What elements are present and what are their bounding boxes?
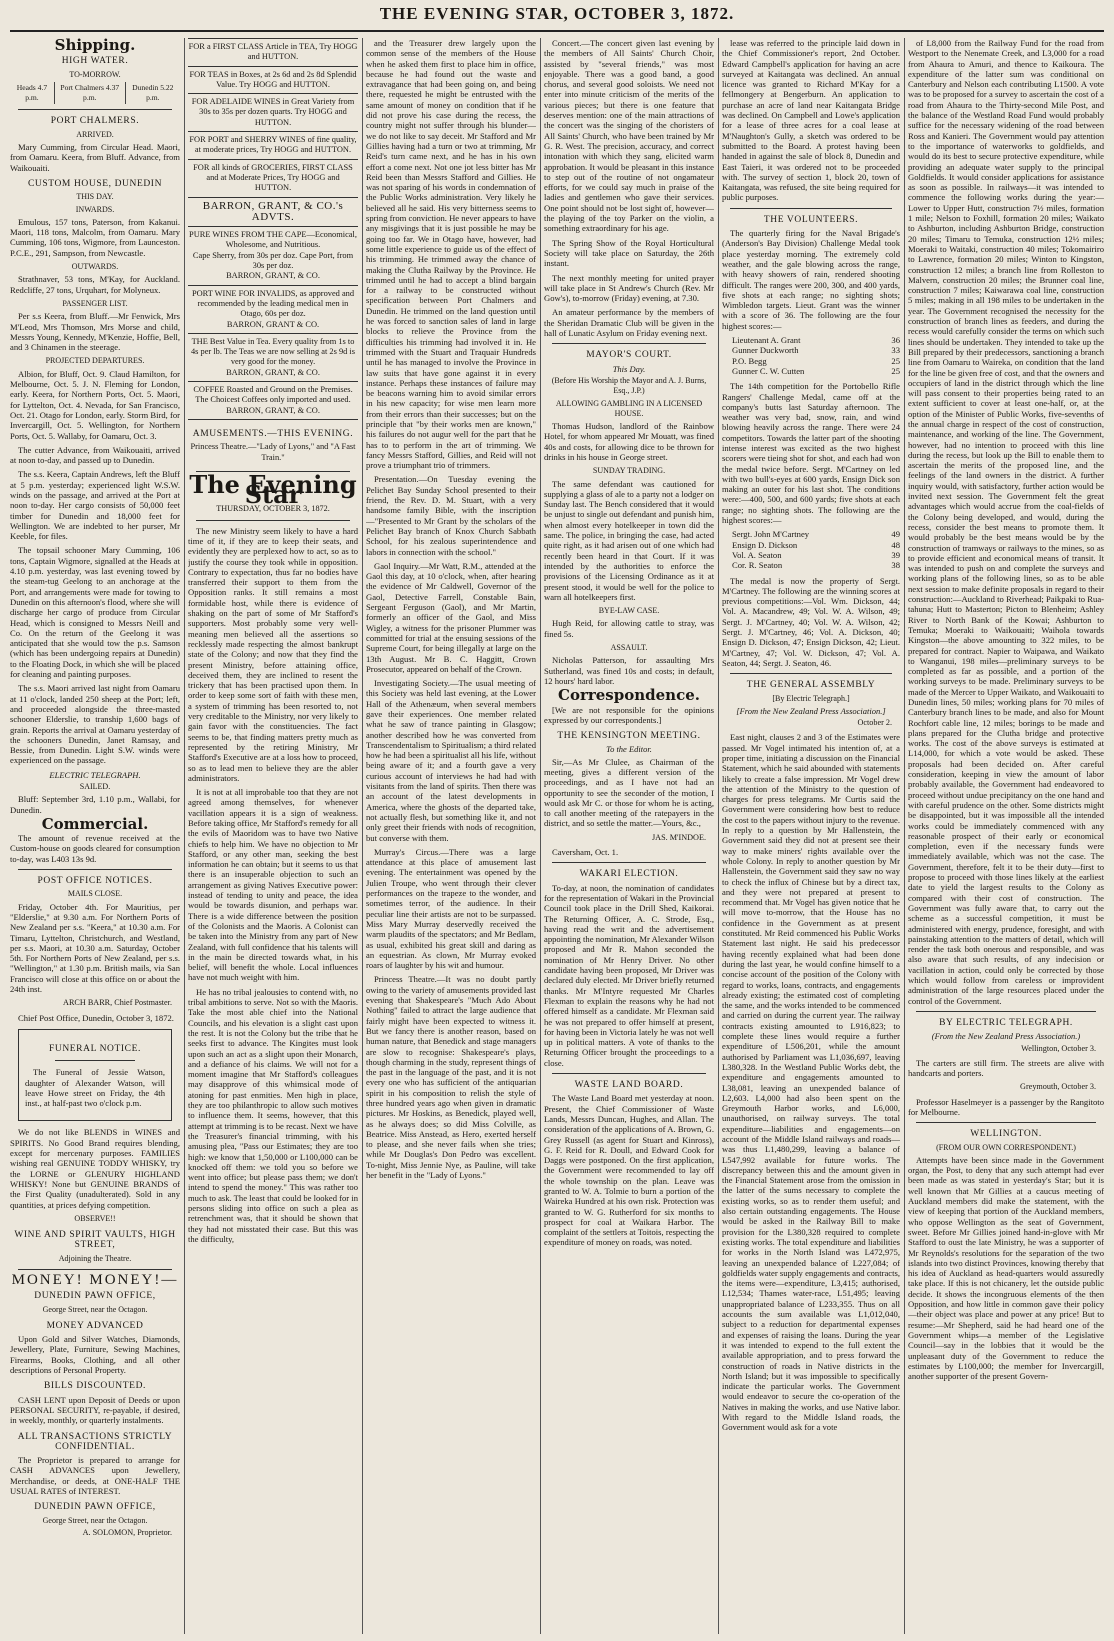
this-day-label: THIS DAY.: [76, 192, 114, 202]
assembly-date: October 2.: [857, 718, 892, 728]
outwards-text: Strathnaver, 53 tons, M'Kay, for Auckland. Redcliffe, 27 tons, Urquhart, for Molyneux.: [10, 274, 180, 295]
custom-house-heading: CUSTOM HOUSE, DUNEDIN: [27, 178, 163, 189]
arrived-text: Mary Cumming, from Circular Head. Maori, from Oamaru. Keera, from Bluff. Advance, from Waikouaiti.: [10, 142, 180, 173]
post-date: Chief Post Office, Dunedin, October 3, 1872.: [18, 1012, 174, 1023]
divider: [552, 862, 706, 863]
shipping-paragraph: The s.s. Keera, Captain Andrews, left the Bluff at 5 p.m. yesterday; experienced light W.S.W. winds on the passage, and arrived at the Port at noon to-day. Her cargo consists of 50,000 feet timber for Dunedin and 18,000 feet for Wellington. We are indebted to her purser, Mr Keeble, for files.: [10, 469, 180, 542]
electric-telegraph-heading: ELECTRIC TELEGRAPH.: [49, 769, 141, 780]
confidential-heading: ALL TRANSACTIONS STRICTLY CONFIDENTIAL.: [17, 1431, 173, 1452]
kensington-signature: JAS. M'INDOE.: [651, 832, 706, 842]
passenger-list-label: PASSENGER LIST.: [62, 298, 128, 308]
column-6: [908, 38, 1104, 1634]
pawn-signature: A. SOLOMON, Proprietor.: [82, 1527, 172, 1537]
groceries-advert: FOR all kinds of GROCERIES, FIRST CLASS and at Moderate Prices, Try HOGG and HUTTON.: [188, 159, 358, 197]
money-advanced-heading: MONEY ADVANCED: [46, 1320, 144, 1331]
waste-land-heading: WASTE LAND BOARD.: [574, 1080, 684, 1091]
column-1: [10, 38, 180, 1634]
column-divider: [362, 38, 363, 1634]
correspondence-note: [We are not responsible for the opinions expressed by our correspondents.]: [544, 704, 714, 725]
gaol-inquiry-item: Gaol Inquiry.—Mr Watt, R.M., attended at the Gaol this day, at 10 o'clock, when, after hearing the evidence of Mr Caldwell, Governor of the Gaol, Detective Farrell, Constable Bain, Sergeant Ferguson (Gaol), and Mr Martin, formerly an officer of the Gaol, and Miss Wigley, a witness for the prisoner Plummer was committed for trial at the ensuing sessions of the Supreme Court, for being illegally at large on the 13th August. Mr B. C. Haggitt, Crown Prosecutor, appeared on behalf of the Crown.: [366, 560, 536, 674]
barron-signature: BARRON, GRANT, & CO.: [226, 271, 320, 281]
assembly-text: East night, clauses 2 and 3 of the Estimates were passed. Mr Vogel intimated his intention of, at a proper time, initiating a discussion on the Financial Statement, which he said abounded with statements likely to create a false impression. Mr Vogel drew the attention of the Ministry to the question of charges for press telegrams. Mr Curtis said the Government were considering how best to reduce the cost to the papers without injury to the revenue. In reply to a question by Mr Hallenstein, the Government said they did not at present see their way to make miners' rights available over the whole Colony. In reply to another question by Mr Hallenstein, the Government said they saw no way to check the influx of Chinese but by a direct tax, and they were not prepared at present to recommend that. Mr Vogel has given notice that he will move to-morrow, that the House has no confidence in the Government as at present constituted. Mr Reid commenced his Public Works Statement last night. He said his predecessor having recently explained what had been done during the last year, he would confine himself to a concise account of the position of the Colony with regard to works, loans, contracts, and engagements already existing; the estimated cost of completing the same, and the works intended to be commenced and carried on during the current year. The railway contracts existing amounted to L916,823; to complete these lines would require a further expenditure of L506,201, while the amount authorised by Parliament was L1,036,697, leaving L380,328. In the Westland Public Works debt, the expenditure and engagements amounted to L38,081, leaving an unexpended balance of L2,603. L4,000 had also been spent on the Greymouth Harbor works, and L6,000, unauthorised, on railway surveys. The total expenditure—liabilities and engagements—on account of the Middle Island railways and roads—was thus L1,480,299, leaving a balance of L547,992 available for future works. The discrepancy between this and the amount given in the Financial Statement arose from the omission in the latter of the sums necessary to complete the existing works, so as to render them useful; and also certain outstanding engagements. The House would be asked in the Railway Bill to make provision for the L380,328 required to complete existing works. The total expenditure and liabilities for works in the North Island was L472,975, leaving an unexpended balance of L227,084; of goldfields water supply engagements and contracts, the items were—expenditure, L3,415; authorised, L12,534; Thames water-race, L51,495; leaving unappropriated balance of L233,355. Thus on all accounts the sum available was L1,012,040, subject to a reduction for departmental expenses and expenses of raising the loans. During the year it was intended to expend to the full extent the available appropriation, and to press forward the construction of roads in Native districts in the North Island; but it was impossible to specifically indicate the particular works. The Government would endeavor to secure the co-operation of the Natives in making the works, and use Native labor. With regard to the Middle Island roads, the Government would ask for a vote: [722, 732, 900, 1433]
volunteers-text: The quarterly firing for the Naval Brigade's (Anderson's Bay Division) Challenge Medal took place yesterday morning. The extremely cold weather, and the gale blowing across the range, with heavy showers of rain, rendered shooting difficult. The ranges were 200, 300, and 400 yards, five shots at each range; no sighting shots; Wimbledon targets. Lieut. Grant was the winner with a score of 36. The following are the four highest scores:—: [722, 228, 900, 331]
carters-text: The carters are still firm. The streets are alive with handcarts and porters.: [908, 1057, 1104, 1079]
score-row: Gunner Duckworth 33: [732, 345, 900, 356]
princess-theatre-item: Princess Theatre.—It was no doubt partly owing to the variety of amusements provided last evening that Shakespeare's "Much Ado About Nothing" failed to attract the large audience that fairly might have been expected to witness it. But we fancy there is another reason, based on human nature, that Benedick and stage managers are slow to recognise: Shakespeare's plays, though charming in the study, represent things of the past in the language of the past, and it is not every one who has sufficient of the antiquarian spirit in his composition to relish the style of three hundred years ago when given in dramatic pictures. Mr Hoskins, as Benedick, played well, as he always does; so did Miss Colville, as Beatrice. Miss Anstead, as Hero, exerted herself to please, and she never fails when she tries; while Mr Douglas's Don Pedro was excellent. To-night, Miss Jennie Nye, as Pauline, will take her benefit in the "Lady of Lyons.": [366, 974, 536, 1181]
post-signature: ARCH BARR, Chief Postmaster.: [63, 998, 172, 1008]
volunteers-heading: THE VOLUNTEERS.: [763, 214, 859, 225]
column-5: [722, 38, 900, 1634]
amusements-section: [188, 419, 358, 466]
evening-star-title: The Evening Star: [189, 469, 357, 510]
this-day-label: This Day.: [612, 363, 646, 374]
divider: [18, 1269, 172, 1270]
editorial-paragraph: It is not at all improbable too that they are not agreed among themselves, for whenever vacillation appears it is a sign of weakness. Before taking office, Mr Stafford's remedy for all the evils of Maoridom was to have two Native chiefs to help him. We have no objection to Mr Stafford, or any other man, seeking the best information he can obtain; but it seems to us that there is an insuperable objection to such an arrangement as giving Natives Executive power: instead of tending to unity and peace, the idea would be towards disunion, and perhaps war. There is a wide difference between the position of the Colonists and the Maoris. A Colonist can be taken into the Ministry from any part of New Zealand, with full confidence that his talents will in the main be directed towards what, in his belief, will benefit the whole. Local influences have not much weight with him.: [188, 787, 358, 983]
haselmeyer-text: Professor Haselmeyer is a passenger by the Rangitoto for Melbourne.: [908, 1096, 1104, 1117]
score-row: Vol. A. Seaton 39: [732, 549, 900, 560]
waste-land-continued: lease was referred to the principle laid down in the Chief Commissioner's report, 2nd October. Edward Campbell's application for having an acre surveyed at Kaitangata was declined. An annual licence was granted to Richard M'Kay for a fellmongery at Bengerburn. An application to purchase an acre of land near Kaitangata Bridge was declined. On Campbell and Lowe's application for a lease of three acres for a coal lease at M'Naughton's Gully, a sketch was ordered to be submitted to the Board. A protest having been handed in against the sale of block 8, Dunedin and East Taieri, it was ordered not to be proceeded with. The survey of section 1, block 20, town of Kaitangata, was refused, the site being required for public purposes.: [722, 38, 900, 203]
editorial-continued: and the Treasurer drew largely upon the common sense of the members of the House when he asked them first to place him in office, because he had found out the waste and extravagance that had been going on, and being there, requested he might be entrusted with the same amount of money on condition that if he did not prove his case during the recess, the country might not suffer through his blunder—we do not like to say deceit. Mr Stafford and Mr Gillies having had a turn or two at trimming, Mr Reid's turn came next, and he has in his own effort a come next. Not one jot less bitter has Mr Reid been than Messrs Stafford and Gillies. He was not sparing of his words in condemnation of the Public Works administration. Very likely he believed all he said. His very bitterness seems to spring from conviction. He never appears to have any misgivings that it is just possible he may be going too far. We in Otago have, however, had some little experience to guide us of the effect of his trimming. He trimmed away the chance of making the Clutha Railway by the Province. He trimmed until he had to accept a blind bargain for a railway to be constructed without specification between Port Chalmers and Dunedin. He trimmed on the land question until he was forced to sanction sales of land in large blocks to relieve the Province from the difficulties his trimming had involved it in. He trimmed with the Stuart and Traquair Hundreds until he has managed to involve the Province in law suits that have gone against it in every instance. Perhaps these instances of failure may be beacons warning him to avoid similar errors in his new capacity; for wise men learn more from their errors than their successes; but on the principle that "by their works men are known," his failures do not augur well for the part that he has to to perform in the art of trimming. We fancy Messrs Stafford, Gillies, and Reid will not prove a triumphant trio of trimmers.: [366, 38, 536, 471]
pure-wines-text: PURE WINES FROM THE CAPE—Economical, Wholesome, and Nutritious.: [189, 230, 357, 250]
wellington-heading: WELLINGTON.: [970, 1129, 1042, 1140]
gambling-text: Thomas Hudson, landlord of the Rainbow Hotel, for whom appeared Mr Mouatt, was fined 40s and costs, for allowing dice to be thrown for drinks in his house in George street.: [544, 421, 714, 462]
bylaw-text: Hugh Reid, for allowing cattle to stray, was fined 5s.: [544, 618, 714, 639]
spring-show-item: The Spring Show of the Royal Horticultural Society will take place on Saturday, the 26th instant.: [544, 237, 714, 269]
concert-item: Concert.—The concert given last evening by the members of All Saints' Church Choir, assisted by "several friends," was most enjoyable. There was a good band, a good chorus, and several good soloists. We need not enter into minute criticism of the merits of the various pieces; but there is one feature that deserves mention: one of the main attractions of the concert was the singing of the choristers of All Saints' Church, who have been trained by Mr G. R. West. The precision, accuracy, and correct intonation with which they sang, elicited warm approbation. It would be pleasant in this instance to step out of the routine of not ongamateur efforts, for we could say much in praise of the ladies and gentlemen who gave their services. One point should not be lost sight of, however—the playing of the toy Parker on the violin, a something extraordinary for his age.: [544, 38, 714, 234]
divider: [18, 109, 172, 110]
correspondence-heading: Correspondence.: [558, 686, 700, 705]
commercial-heading: Commercial.: [41, 814, 149, 833]
wakari-heading: WAKARI ELECTION.: [579, 869, 679, 880]
pawn-address: George Street, near the Octagon.: [42, 1304, 148, 1314]
bylaw-heading: BYE-LAW CASE.: [598, 606, 660, 616]
press-association-label: (From the New Zealand Press Association.): [931, 1031, 1081, 1042]
best-tea-advert: [188, 333, 358, 381]
column-3: [366, 38, 536, 1634]
mayors-court-heading: MAYOR'S COURT.: [586, 350, 672, 361]
investigating-society-item: Investigating Society.—The usual meeting of this Society was held last evening, at the Lower Hall of the Athenæum, when several members gave their experiences. One member related what he saw of trance painting in Glasgow; another described how he was converted from Transcendentalism to Spiritualism; a third related how he had been a spiritualist all his life, without being aware of it; and a fourth gave a very curious account of interviews he had had with visitants from the land of spirits. Then there was an account of the latest developments in America, where the ghosts of the departed take, not actually flesh, but something like it, and not only greet their friends with nods of recognition, but converse with them.: [366, 678, 536, 843]
teas-boxes-advert: FOR TEAS in Boxes, at 2s 6d and 2s 8d Splendid Value. Try HOGG and HUTTON.: [188, 66, 358, 94]
assembly-continued: of L8,000 from the Railway Fund for the road from Westport to the Nenemate Creek, and L3,000 for a road from Ahaura to Amuri, and thence to Kaikoura. The expenditure of the latter sum was conditional on Canterbury and Nelson each contributing L1500. A vote was to be proposed for a survey to ascertain the cost of a road from Ahaura to the Thirty-second Mile Post, and the balance of the Westland Road Fund would probably suffice for the necessary widening of the road between Ross and Kanieri. The Government would pay attention to the importance of waterworks to goldfields, and would do its best to secure protective expenditure, while providing an adequate water supply to the principal Goldfields. It would consider applications for assistance as soon as possible. In railways—it was intended to commence the following works during the year:—Lower to Upper Hutt, construction 7½ miles, formation 1 mile; Nelson to Foxhill, formation 20 miles; Waikato to Ashburton, including Ashburton Bridge, construction 20 miles; Timaru to Temuka, construction 12½ miles; Moeraki to Waitaki, construction 40 miles; Tokomairiro to Lawrence, formation 20 miles; Winton to Kingston, construction 12 miles; a branch line from Rolleston to Malvern, construction 20 miles; the Brunner coal line, construction 7 miles; Kaiwarawa coal line, construction 5 miles; making in all 198 miles to be undertaken in the year. The Government recognised the necessity for the construction of branch lines as feeders, and during the recess would carefully consider the terms on which such lines should be undertaken. They intended to take up the Bill prepared by their predecessors, sanctioning a branch line from Oamaru to Waireka, on condition that the land for the line be given free of cost, and that the owners and occupiers of land in the district through which the line will pass consent to their properties being rated to an extent sufficient to cover at least one-half, or, at the option of the Minister of Public Works, five-sevenths of the annual charge in respect of the cost of construction, maintenance, and working of the line. The Government, however, had no intention to proceed with this line during the recess, but look up the Bill to enable them to ascertain the merits of the proposed line, and the feelings of the land owners in the district. A further inquiry would, with satisfactory, further action would be invited next session. The Government felt the great advantages which would accrue from the coal-fields of the Colony being developed, and would, during the recess, consider the best means to promote them. It would probably be the best means would be by the construction of tramways or railways to the mines, so as to provide efficient and economical means of transit. It was intended to push on and complete the surveys and working plans of the following lines, so as to be able next session to make definite proposals in regard to their construction:—Auckland to Riverhead; Paikpaki to Rua-tahuna; Hutt to Masterton; Picton to Blenheim; Ashley River to North Bank of the Kowai; Ashburton to Temuka; Moeraki to Waikouaiti; Waihola towards Kingston—the above amounting to 322 miles, to be prepared for contract. Napier to Waipawa, and Waikato to Wanganui, 198 miles—preliminary surveys to be completed as far as possible, and a portion of the working surveys to be made. Preliminary surveys to be made of the Mercer to Upper Waikato, and Waikouaiti to Dunedin lines, 50 miles; working plans for 70 miles of Canterbury branch lines to be made, and also for Mount Rochfort cable line, 12 miles; borings to be made and plans prepared for the Clutha bridge and protective works. The cost of the above surveys is estimated at L14,000, for which a vote would be asked. These proposals had been decided on. After careful consideration, keeping in view the amount of labor probably available, the Government had endeavored to proceed without undue precipitancy on the one hand and with careful prudence on the other. Some districts might be disappointed, but it was impossible all the intended works could be immediately commenced with any reasonable prospect of their early or economical completion, even if the necessary funds were immediately available, which was not the case. The Government, therefore, felt it to be their duty—first to propose to proceed with those lines likely at the earliest date to yield the largest results to the Colony as compared with their cost of construction. The Government was fully aware that, to carry out the scheme as a successful competition, it must be administered with energy, prudence, foresight, and with painstaking attention to the matters of detail, which will render the task both onerous and responsible, and was also aware that such results, of any indecision or vacillation in action, could only be corrected by those which would follow from careless or improvident administration of the large resources placed under the control of the Government.: [908, 38, 1104, 1006]
princess-theatre-text: Princess Theatre.—"Lady of Lyons," and "A Fast Train.": [190, 442, 356, 462]
tomorrow-label: TO-MORROW.: [69, 69, 121, 79]
coffee-text: COFFEE Roasted and Ground on the Premises. The Choicest Coffees only imported and used.: [193, 385, 353, 405]
score-row: Lieutenant A. Grant 36: [732, 335, 900, 346]
projected-text: Albion, for Bluff, Oct. 9. Claud Hamilton, for Melbourne, Oct. 5. J. N. Fleming for London, early. Keera, for Northern Ports, Oct. 5. Maori, for Lyttelton, Oct. 4. Nevada, for San Francisco, Oct. 21. Otago for London, early. Storm Bird, for Invercargill, Oct. 5. Wellington, for Northern Ports, Oct. 5. Wallaby, for Oamaru, Oct. 3.: [10, 368, 180, 441]
port-sherry-advert: FOR PORT and SHERRY WINES of fine quality, at moderate prices, Try HOGG and HUTTON.: [188, 131, 358, 159]
monthly-prayer-item: The next monthly meeting for united prayer will take place in St Andrew's Church (Rev. Mr Gow's), to-morrow (Friday) evening, at 7.30.: [544, 272, 714, 304]
barron-grant-heading: BARRON, GRANT, & CO.'s ADVTS.: [188, 197, 358, 227]
barron-signature: BARRON, GRANT, & CO.: [226, 367, 320, 377]
outwards-label: OUTWARDS.: [71, 262, 119, 272]
editorial-paragraph: He has no tribal jealousies to contend with, no tribal ambitions to serve. Not so with the Maoris. Take the most able chief into the National Councils, and his elevation is a slight cast upon the rest. It is not the Colony but the tribe that he seeks first to advance. The Kingites must look upon such an act as a slight upon their Monarch, and a defiance of his claims. We will not for a moment imagine that Mr Stafford's colleagues may disapprove of this whimsical mode of atoning for past enmities. Men high in place, they are too philanthropic to allow such motives to influence them. It seems, however, that this attempt at trimming is to be recast. Next we have the Treasurer's financial trimming, with his amusing plea, "Pass our Estimates; they are too high: we know that 1,50,000 or L100,000 can be knocked off them: we told you so before we went into office; but please pass them; we don't intend to spend the money." This was rather too much to ask. The least that could be looked for in persons sliding into office on such a plea as retrenchment was, that it should be shown that they had not misstated their case. But this was the difficulty,: [188, 986, 358, 1244]
divider: [55, 1060, 135, 1061]
pawn-office-heading: DUNEDIN PAWN OFFICE,: [34, 1502, 156, 1513]
inwards-text: Emulous, 157 tons, Paterson, from Kakanui. Maori, 118 tons, Malcolm, from Oamaru. Mary Cumming, 106 tons, Wigmore, from Launceston. P.C.E., 291, Sampson, from Newcastle.: [10, 216, 180, 258]
column-divider: [540, 38, 541, 1634]
score-row: Sergt. John M'Cartney 49: [732, 529, 900, 540]
greymouth-dateline: Greymouth, October 3.: [1020, 1082, 1096, 1092]
sailed-label: SAILED.: [79, 782, 111, 791]
shipping-paragraph: The topsail schooner Mary Cumming, 106 tons, Captain Wigmore, signalled at the Heads at 4.10 p.m. yesterday, was last evening towed by the steam-tug Geelong to an anchorage at the Port, and arrangements were made for towing to Dunedin on this afternoon's flood, where she will discharge her cargo of produce from Circular Head, which is consigned to Messrs Neill and Co. On the return of the Geelong it was anticipated that she would tow the p.s. Samson (which has been undergoing repairs at Dunedin) to the Floating Dock, in which she will be placed for cleaning and painting purposes.: [10, 545, 180, 680]
masthead-rule: [10, 30, 1104, 32]
waste-land-text: The Waste Land Board met yesterday at noon. Present, the Chief Commissioner of Waste Lands, Messrs Duncan, Hughes, and Allan. The consideration of the applications of A. Brown, G. Grey Russell (as agent for Stuart and Kinross), G. F. Reid for R. Doull, and Edward Cook for Daggs were postponed. On the first application, the Government were recommended to lay off the whole township on the plan. Leave was granted to W. A. Tolmie to burn a portion of the Waireka Hundred at his own risk. Protection was granted to W. G. Rutherford for six months to prospect for coal at Waikara Harbor. The complaint of the settlers at Toitois, respecting the expenditure of money on roads, was noted.: [544, 1093, 714, 1248]
press-association-label: [From the New Zealand Press Association.]: [736, 705, 886, 716]
post-text: Friday, October 4th. For Mauritius, per "Elderslie," at 9.30 a.m. For Northern Ports of New Zealand per s.s. "Keera," at 10.30 a.m. For Timaru, Lyttelton, Christchurch, and Westland, per s.s. Maori, at 10.30 a.m. Saturday, October 5th. For Northern Ports of New Zealand, per s.s. "Wellington," at 1.30 p.m. British mails, via San Francisco will close at this office on or about the 24th inst.: [10, 901, 180, 995]
volunteers-text: The 14th competition for the Portobello Rifle Rangers' Challenge Medal, came off at the company's butts last Saturday afternoon. The weather was very bad, snow, rain, and wind blowing heavily across the range. There were 24 competitors. Towards the latter part of the shooting intense interest was excited as the two highest scorers were tieing shot for shot, and each had won the medal twice before. Sergt. M'Cartney on led with two bull's-eyes at 600 yards, Ensign Dick son making an outer for his last shot. The conditions were:—400, 500, and 600 yards; five shots at each range; no sighting shots. The following are the highest scores:—: [722, 381, 900, 526]
adelaide-wines-advert: FOR ADELAIDE WINES in Great Variety from 30s to 35s per dozen quarts. Try HOGG and HUTTON.: [188, 93, 358, 131]
adjoining-label: Adjoining the Theatre.: [58, 1253, 132, 1263]
date-line: THURSDAY, OCTOBER 3, 1872.: [216, 504, 330, 514]
funeral-heading: FUNERAL NOTICE.: [48, 1043, 142, 1054]
tea-advert: FOR a FIRST CLASS Article in TEA, Try HOGG and HUTTON.: [188, 38, 358, 66]
post-office-heading: POST OFFICE NOTICES.: [37, 876, 153, 887]
assault-text: Nicholas Patterson, for assaulting Mrs Sutherland, was fined 10s and costs; in default, 12 hours' hard labor.: [544, 655, 714, 686]
assault-heading: ASSAULT.: [610, 643, 648, 653]
to-editor-label: To the Editor.: [606, 744, 652, 755]
score-row: Cor. R. Seaton 38: [732, 560, 900, 571]
blends-advert: We do not like BLENDS in WINES and SPIRITS. No Good Brand requires blending, except for mercenary purposes. FAMILIES wishing real GENUINE TODDY WHISKY, try the LORNE or GLENURY HIGHLAND WHISKY! None but GENUINE BRANDS of the First Quality (unadulterated). Sold in any quantities, at prices defying competition.: [10, 1127, 180, 1210]
electric-telegraph-heading: BY ELECTRIC TELEGRAPH.: [939, 1017, 1073, 1028]
general-assembly-heading: THE GENERAL ASSEMBLY: [746, 680, 876, 691]
divider: [552, 343, 706, 344]
masthead: THE EVENING STAR, OCTOBER 3, 1872.: [379, 4, 735, 23]
wellington-dateline: Wellington, October 3.: [1021, 1043, 1096, 1053]
score-row: Ensign D. Dickson 48: [732, 539, 900, 550]
tide-heads: Heads 4.7 p.m.: [10, 82, 54, 105]
divider: [730, 673, 892, 674]
cash-text: CASH LENT upon Deposit of Deeds or upon PERSONAL SECURITY, re-payable, if desired, in weekly, monthly, or quarterly instalments.: [10, 1394, 180, 1426]
tide-port-chalmers: Port Chalmers 4.37 p.m.: [54, 82, 125, 105]
money-text: Upon Gold and Silver Watches, Diamonds, Jewellery, Plate, Furniture, Sewing Machines, Firearms, Books, Clothing, and all other descriptions of Personal Property.: [10, 1334, 180, 1376]
divider: [552, 1073, 706, 1074]
divider: [730, 208, 892, 209]
divider: [18, 869, 172, 870]
column-2: [188, 38, 358, 1634]
inwards-label: INWARDS.: [75, 204, 115, 214]
shipping-heading: Shipping.: [54, 38, 136, 54]
by-electric-label: [By Electric Telegraph.]: [772, 693, 850, 703]
port-wine-text: PORT WINE FOR INVALIDS, as approved and recommended by the leading medical men in Otago, 60s per doz.: [191, 288, 355, 319]
kensington-heading: THE KENSINGTON MEETING.: [557, 731, 701, 742]
wine-vaults-heading: WINE AND SPIRIT VAULTS, HIGH STREET,: [14, 1230, 176, 1251]
observe-label: OBSERVE!!: [74, 1213, 116, 1223]
arrived-label: ARRIVED.: [76, 129, 114, 139]
score-row: P.O. Begg 25: [732, 355, 900, 366]
column-4: [544, 38, 714, 1634]
kensington-text: Sir,—As Mr Clulee, as Chairman of the meeting, gives a different version of the proceedings, and as I have not had an opportunity to see the seconder of the motion, I would ask Mr C. or those for whom he is acting, to call another meeting of the ratepayers in the district, and so settle the matter.—Yours, &c.,: [544, 756, 714, 829]
funeral-text: The Funeral of Jessie Watson, daughter of Alexander Watson, will leave Howe street on Friday, the 4th inst., at half-past two o'clock p.m.: [25, 1067, 165, 1109]
scores-list-portobello: [732, 529, 900, 570]
wakari-text: To-day, at noon, the nomination of candidates for the representation of Wakari in the Provincial Council took place in the Drill Shed, Kaikorai. The Returning Officer, A. C. Strode, Esq., having read the writ and the advertisement appointing the nomination, Mr Alexander Wilson proposed and Mr R. Mahon seconded the nomination of Mr Henry Driver. No other candidate having been proposed, Mr Driver was declared duly elected. Mr Driver briefly returned thanks. Mr M'Intyre requested Mr Charles Flexman to explain the reasons why he had not offered himself as a candidate. Mr Flexman said he was not prepared to offer himself at present, for having been in Victoria lately he was not well up in political matters. A vote of thanks to the Returning Officer brought the proceedings to a close.: [544, 882, 714, 1068]
pure-wines-advert: [188, 226, 358, 284]
proprietor-text: The Proprietor is prepared to arrange for CASH ADVANCES upon Jewellery, Merchandise, or deeds, at ONE-HALF THE USUAL RATES of INTEREST.: [10, 1455, 180, 1497]
column-divider: [184, 38, 185, 1634]
volunteers-text: The medal is now the property of Sergt. M'Cartney. The following are the winning scores at previous competitions:—Vol. Wm. Dickson, 44; Vol. A. Macandrew, 49; Vol. W. A. Wilson, 49; Sergt. J. M'Cartney, 40; Vol. W. A. Wilson, 42; Sergt. J. M'Cartney, 46; Vol. A. Dickson, 40; Ensign D. Dickson, 47; Ensign Dickson, 42; Lieut. M'Cartney, 47; Vol. W. Dickson, 47; Vol. A. Seaton, 44; Sergt. J. Seaton, 46.: [722, 575, 900, 668]
divider: [916, 1011, 1096, 1012]
score-row: Gunner C. W. Cutten 25: [732, 365, 900, 376]
money-heading: MONEY! MONEY!—: [11, 1271, 179, 1288]
kensington-date: Caversham, Oct. 1.: [552, 847, 619, 858]
tide-table: [10, 82, 180, 105]
passenger-text: Per s.s Keera, from Bluff.—Mr Fenwick, Mrs M'Leod, Mrs Thomson, Mrs Morse and child, Messrs Young, Kennedy, M'Kenzie, Hoffie, Bell, and 3 Chinamen in the steerage.: [10, 311, 180, 353]
funeral-notice-box: [18, 1029, 172, 1121]
pawn-office-heading: DUNEDIN PAWN OFFICE,: [34, 1291, 156, 1302]
scores-list-naval: [732, 335, 900, 376]
high-water-heading: HIGH WATER.: [61, 56, 129, 67]
amateur-performance-item: An amateur performance by the members of the Sheridan Dramatic Club will be given in the hall of Lunatic Asylum on Friday evening next.: [544, 307, 714, 339]
commercial-text: The amount of revenue received at the Custom-house on goods cleared for consumption to-day, was L403 13s 9d.: [10, 833, 180, 864]
gambling-heading: ALLOWING GAMBLING IN A LICENSED HOUSE.: [555, 398, 703, 418]
wellington-text: Attempts have been since made in the Government organ, the Post, to deny that any such attempt had ever been made as was stated in yesterday's Star; but it is well known that Mr Gillies at a caucus meeting of Auckland members did make the statement, with the view of keeping that portion of the Auckland members, who oppose Wellington as the seat of Government, sweet. Before Mr Gillies joined hand-in-glove with Mr Stafford to oust the late Ministry, he was a supporter of Mr Reynolds's resolutions for the separation of the two islands into two distinct Provinces, knowing thereby that his idea of Auckland as head-quarters would assuredly take place. If this is not chicanery, let the outside public decide. It shows the incongruous elements of the then Opposition, and how little in common gave their policy—their object was place and power at any price! But to resume:—Mr Shepherd, said he had heard one of the Government whips—a member of the Legislative Council—say in the lobbies that it would be the unpleasant duty of the Government to reduce the estimates by L100,000; the member for Invercargill, another supporter of the present Govern-: [908, 1154, 1104, 1382]
port-chalmers-heading: PORT CHALMERS.: [50, 116, 140, 127]
divider: [196, 520, 350, 521]
projected-label: PROJECTED DEPARTURES.: [45, 356, 145, 366]
column-divider: [904, 38, 905, 1634]
bills-heading: BILLS DISCOUNTED.: [43, 1381, 147, 1392]
own-correspondent-label: (FROM OUR OWN CORRESPONDENT.): [936, 1142, 1076, 1152]
sunday-trading-text: The same defendant was cautioned for supplying a glass of ale to a party not a lodger on Sunday last. The Bench considered that it would be unjust to single out defendant and punish him, when almost every hotelkeeper in town did the same. The police, in bringing the case, had acted quite right, as it had arisen out of one which had recently been heard in that Court. If it was intended by the authorities to enforce the provisions of the Licensing Ordinance as it at present stood, it would be well for the police to warn all hotelkeepers first.: [544, 478, 714, 602]
barron-signature: BARRON, GRANT & CO.: [226, 319, 320, 329]
mails-close-label: MAILS CLOSE.: [67, 889, 123, 899]
editorial-paragraph: The new Ministry seem likely to have a hard time of it, if they are to keep their seats, and evidently they are perplexed how to act, so as to justify the course they took while in opposition. Contrary to expectation, thus far no bodies have transferred their support to them from the Opposition ranks. It still remains a most formidable host, while there is evidence of shaking on the part of some of Mr Stafford's supporters. Most probably some very well-meaning men believed all the assertions so recklessly made respecting the almost bankrupt state of the Colony; and now that they find the present Ministry, before attaining office, deceived them, they are inclined to resent the trickery that has been practised upon them. In order to keep some sort of faith with these men, a system of trimming has been resorted to, not very creditable to the Ministry, nor very likely to gain favor with the constituencies. The fact seems to be, that finding matters pretty much as represented by the retiring Ministry, Mr Stafford's Executive are at a loss how to proceed, so as to lead men to believe they are the abler administrators.: [188, 525, 358, 783]
before-label: (Before His Worship the Mayor and A. J. Burns, Esq., J.P.): [551, 375, 707, 396]
murrays-circus-item: Murray's Circus.—There was a large attendance at this place of amusement last evening. The entertainment was opened by the Julien Troupe, who went through their clever performances on the trapeze to the wonder, and sometimes terror, of the audience. In their peculiar line their artists are not to be surpassed. Miss Mary Murray deservedly received the warm plaudits of the spectators; and Mr Bedlam, as usual, exhibited his great skill and daring as an equestrian. As clown, Mr Murray evoked roars of laughter by his wit and humour.: [366, 846, 536, 971]
coffee-advert: [188, 381, 358, 419]
port-wine-advert: [188, 285, 358, 333]
presentation-item: Presentation.—On Tuesday evening the Pelichet Bay Sunday School presented to their friend, the Rev. D. M. Stuart, with a very handsome family Bible, with the inscription—"Presented to Mr Grant by the scholars of the Pelichet Bay branch of Knox Church Sabbath School, for his zealous superintendence and labors in connection with the school.": [366, 474, 536, 557]
tide-dunedin: Dunedin 5.22 p.m.: [132, 82, 174, 103]
sailed-text: Bluff: September 3rd, 1.10 p.m., Wallabi, for Dunedin.: [10, 794, 180, 815]
column-divider: [718, 38, 719, 1634]
shipping-paragraph: The s.s. Maori arrived last night from Oamaru at 11 o'clock, landed 250 sheep at the Port; left, and proceeded alongside the three-masted schooner Elderslie, to tranship 1,600 bags of grain. Reports the arrival at Oamaru yesterday of the schooners Dunedin, Janet Ramsay, and Bessie, from Dunedin. Light S.W. winds were experienced on the passage.: [10, 683, 180, 766]
amusements-heading: AMUSEMENTS.—THIS EVENING.: [192, 428, 354, 439]
divider: [916, 1122, 1096, 1123]
sunday-trading-heading: SUNDAY TRADING.: [592, 466, 666, 476]
pawn-address: George Street, near the Octagon.: [42, 1515, 148, 1525]
shipping-paragraph: The cutter Advance, from Waikouaiti, arrived at noon to-day, and passed up to Dunedin.: [10, 444, 180, 466]
cape-sherry-text: Cape Sherry, from 30s per doz. Cape Port, from 30s per doz.: [192, 250, 354, 271]
best-tea-text: THE Best Value in Tea. Every quality from 1s to 4s per lb. The Teas we are now selling at 2s 9d is very good for the money.: [190, 336, 355, 367]
barron-signature: BARRON, GRANT, & CO.: [226, 405, 320, 415]
